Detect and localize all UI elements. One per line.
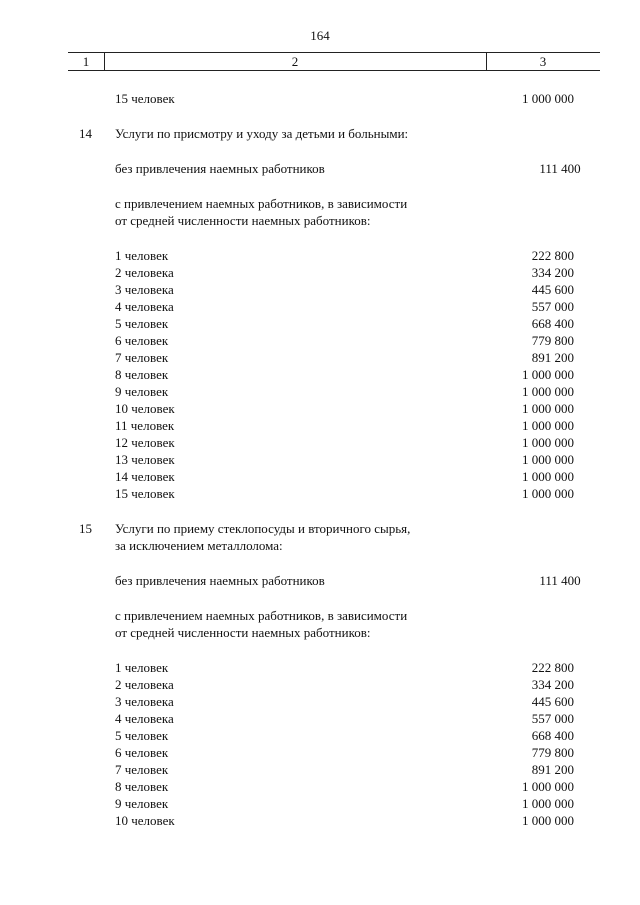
row-amount: 1 000 000 xyxy=(522,779,574,794)
column-header-3: 3 xyxy=(539,54,547,69)
row-amount: 445 600 xyxy=(531,694,574,709)
table-row xyxy=(0,400,640,417)
row-label: 8 человек xyxy=(115,367,169,382)
row-label: 11 человек xyxy=(115,418,175,433)
section-title: Услуги по присмотру и уходу за детьми и больными: xyxy=(115,126,409,141)
row-label: 1 человек xyxy=(115,660,169,675)
row-amount: 668 400 xyxy=(531,316,574,331)
table-row xyxy=(0,383,640,400)
table-row xyxy=(0,744,640,761)
page-number: 164 xyxy=(310,28,330,43)
table-row xyxy=(0,778,640,795)
row-label: 6 человек xyxy=(115,745,169,760)
table-row xyxy=(0,349,640,366)
row-label: 15 человек xyxy=(115,91,175,106)
subsection-caption: от средней численности наемных работников: xyxy=(115,213,371,228)
row-label: 2 человека xyxy=(115,265,174,280)
row-amount: 1 000 000 xyxy=(522,367,574,382)
row-label: 5 человек xyxy=(115,728,169,743)
table-row xyxy=(0,160,640,177)
row-amount: 1 000 000 xyxy=(522,452,574,467)
row-amount: 891 200 xyxy=(531,762,574,777)
row-amount: 779 800 xyxy=(531,333,574,348)
row-label: без привлечения наемных работников xyxy=(115,573,325,588)
row-amount: 668 400 xyxy=(531,728,574,743)
row-amount: 1 000 000 xyxy=(522,796,574,811)
sections-container xyxy=(0,125,640,829)
table-row xyxy=(0,727,640,744)
column-header-1: 1 xyxy=(82,54,90,69)
row-amount: 1 000 000 xyxy=(522,435,574,450)
row-label: 13 человек xyxy=(115,452,175,467)
row-amount: 891 200 xyxy=(531,350,574,365)
row-amount: 1 000 000 xyxy=(522,469,574,484)
subsection-caption-row xyxy=(0,624,640,641)
row-amount: 222 800 xyxy=(531,248,574,263)
table-row xyxy=(0,332,640,349)
table-row xyxy=(0,417,640,434)
row-label: 4 человека xyxy=(115,711,174,726)
row-label: 10 человек xyxy=(115,813,175,828)
table-column-header xyxy=(68,52,600,71)
row-label: 3 человека xyxy=(115,694,174,709)
table-row xyxy=(0,468,640,485)
subsection-caption: от средней численности наемных работников: xyxy=(115,625,371,640)
row-label: 4 человека xyxy=(115,299,174,314)
row-label: 9 человек xyxy=(115,796,169,811)
table-row xyxy=(0,315,640,332)
row-label: 5 человек xyxy=(115,316,169,331)
section-title-row xyxy=(0,537,640,554)
table-row xyxy=(0,676,640,693)
row-label: 3 человека xyxy=(115,282,174,297)
row-amount: 1 000 000 xyxy=(522,418,574,433)
row-label: 15 человек xyxy=(115,486,175,501)
table-row xyxy=(0,451,640,468)
table-row xyxy=(0,281,640,298)
table-row xyxy=(0,485,640,502)
section-number: 15 xyxy=(79,521,92,536)
table-row xyxy=(0,298,640,315)
table-row xyxy=(0,659,640,676)
row-label: 7 человек xyxy=(115,762,169,777)
row-amount: 445 600 xyxy=(531,282,574,297)
row-label: без привлечения наемных работников xyxy=(115,161,325,176)
section-number: 14 xyxy=(79,126,92,141)
table-row xyxy=(0,572,640,589)
row-amount: 779 800 xyxy=(531,745,574,760)
table-row xyxy=(0,366,640,383)
table-row xyxy=(0,761,640,778)
row-amount: 557 000 xyxy=(531,711,574,726)
table-row xyxy=(0,90,640,107)
subsection-caption: с привлечением наемных работников, в зависимости xyxy=(115,196,408,211)
table-row xyxy=(0,812,640,829)
row-label: 10 человек xyxy=(115,401,175,416)
table-row xyxy=(0,247,640,264)
row-label: 8 человек xyxy=(115,779,169,794)
row-label: 2 человека xyxy=(115,677,174,692)
subsection-caption-row xyxy=(0,607,640,624)
subsection-caption-row xyxy=(0,195,640,212)
row-amount: 1 000 000 xyxy=(522,91,574,106)
table-row xyxy=(0,795,640,812)
row-label: 9 человек xyxy=(115,384,169,399)
row-label: 7 человек xyxy=(115,350,169,365)
row-amount: 111 400 xyxy=(539,573,581,588)
section-title: Услуги по приему стеклопосуды и вторичного сырья, xyxy=(115,521,411,536)
subsection-caption-row xyxy=(0,212,640,229)
subsection-caption: с привлечением наемных работников, в зависимости xyxy=(115,608,408,623)
row-amount: 1 000 000 xyxy=(522,486,574,501)
row-label: 12 человек xyxy=(115,435,175,450)
row-amount: 334 200 xyxy=(531,265,574,280)
section-title-row xyxy=(0,125,640,142)
row-label: 1 человек xyxy=(115,248,169,263)
row-amount: 1 000 000 xyxy=(522,813,574,828)
table-row xyxy=(0,693,640,710)
table-row xyxy=(0,710,640,727)
row-amount: 111 400 xyxy=(539,161,581,176)
row-amount: 1 000 000 xyxy=(522,384,574,399)
row-label: 14 человек xyxy=(115,469,175,484)
table-body xyxy=(0,90,640,829)
table-row xyxy=(0,434,640,451)
table-row xyxy=(0,264,640,281)
section-title-row xyxy=(0,520,640,537)
section-title: за исключением металлолома: xyxy=(115,538,283,553)
row-amount: 222 800 xyxy=(531,660,574,675)
row-amount: 1 000 000 xyxy=(522,401,574,416)
row-amount: 334 200 xyxy=(531,677,574,692)
row-amount: 557 000 xyxy=(531,299,574,314)
column-header-2: 2 xyxy=(291,54,299,69)
row-label: 6 человек xyxy=(115,333,169,348)
